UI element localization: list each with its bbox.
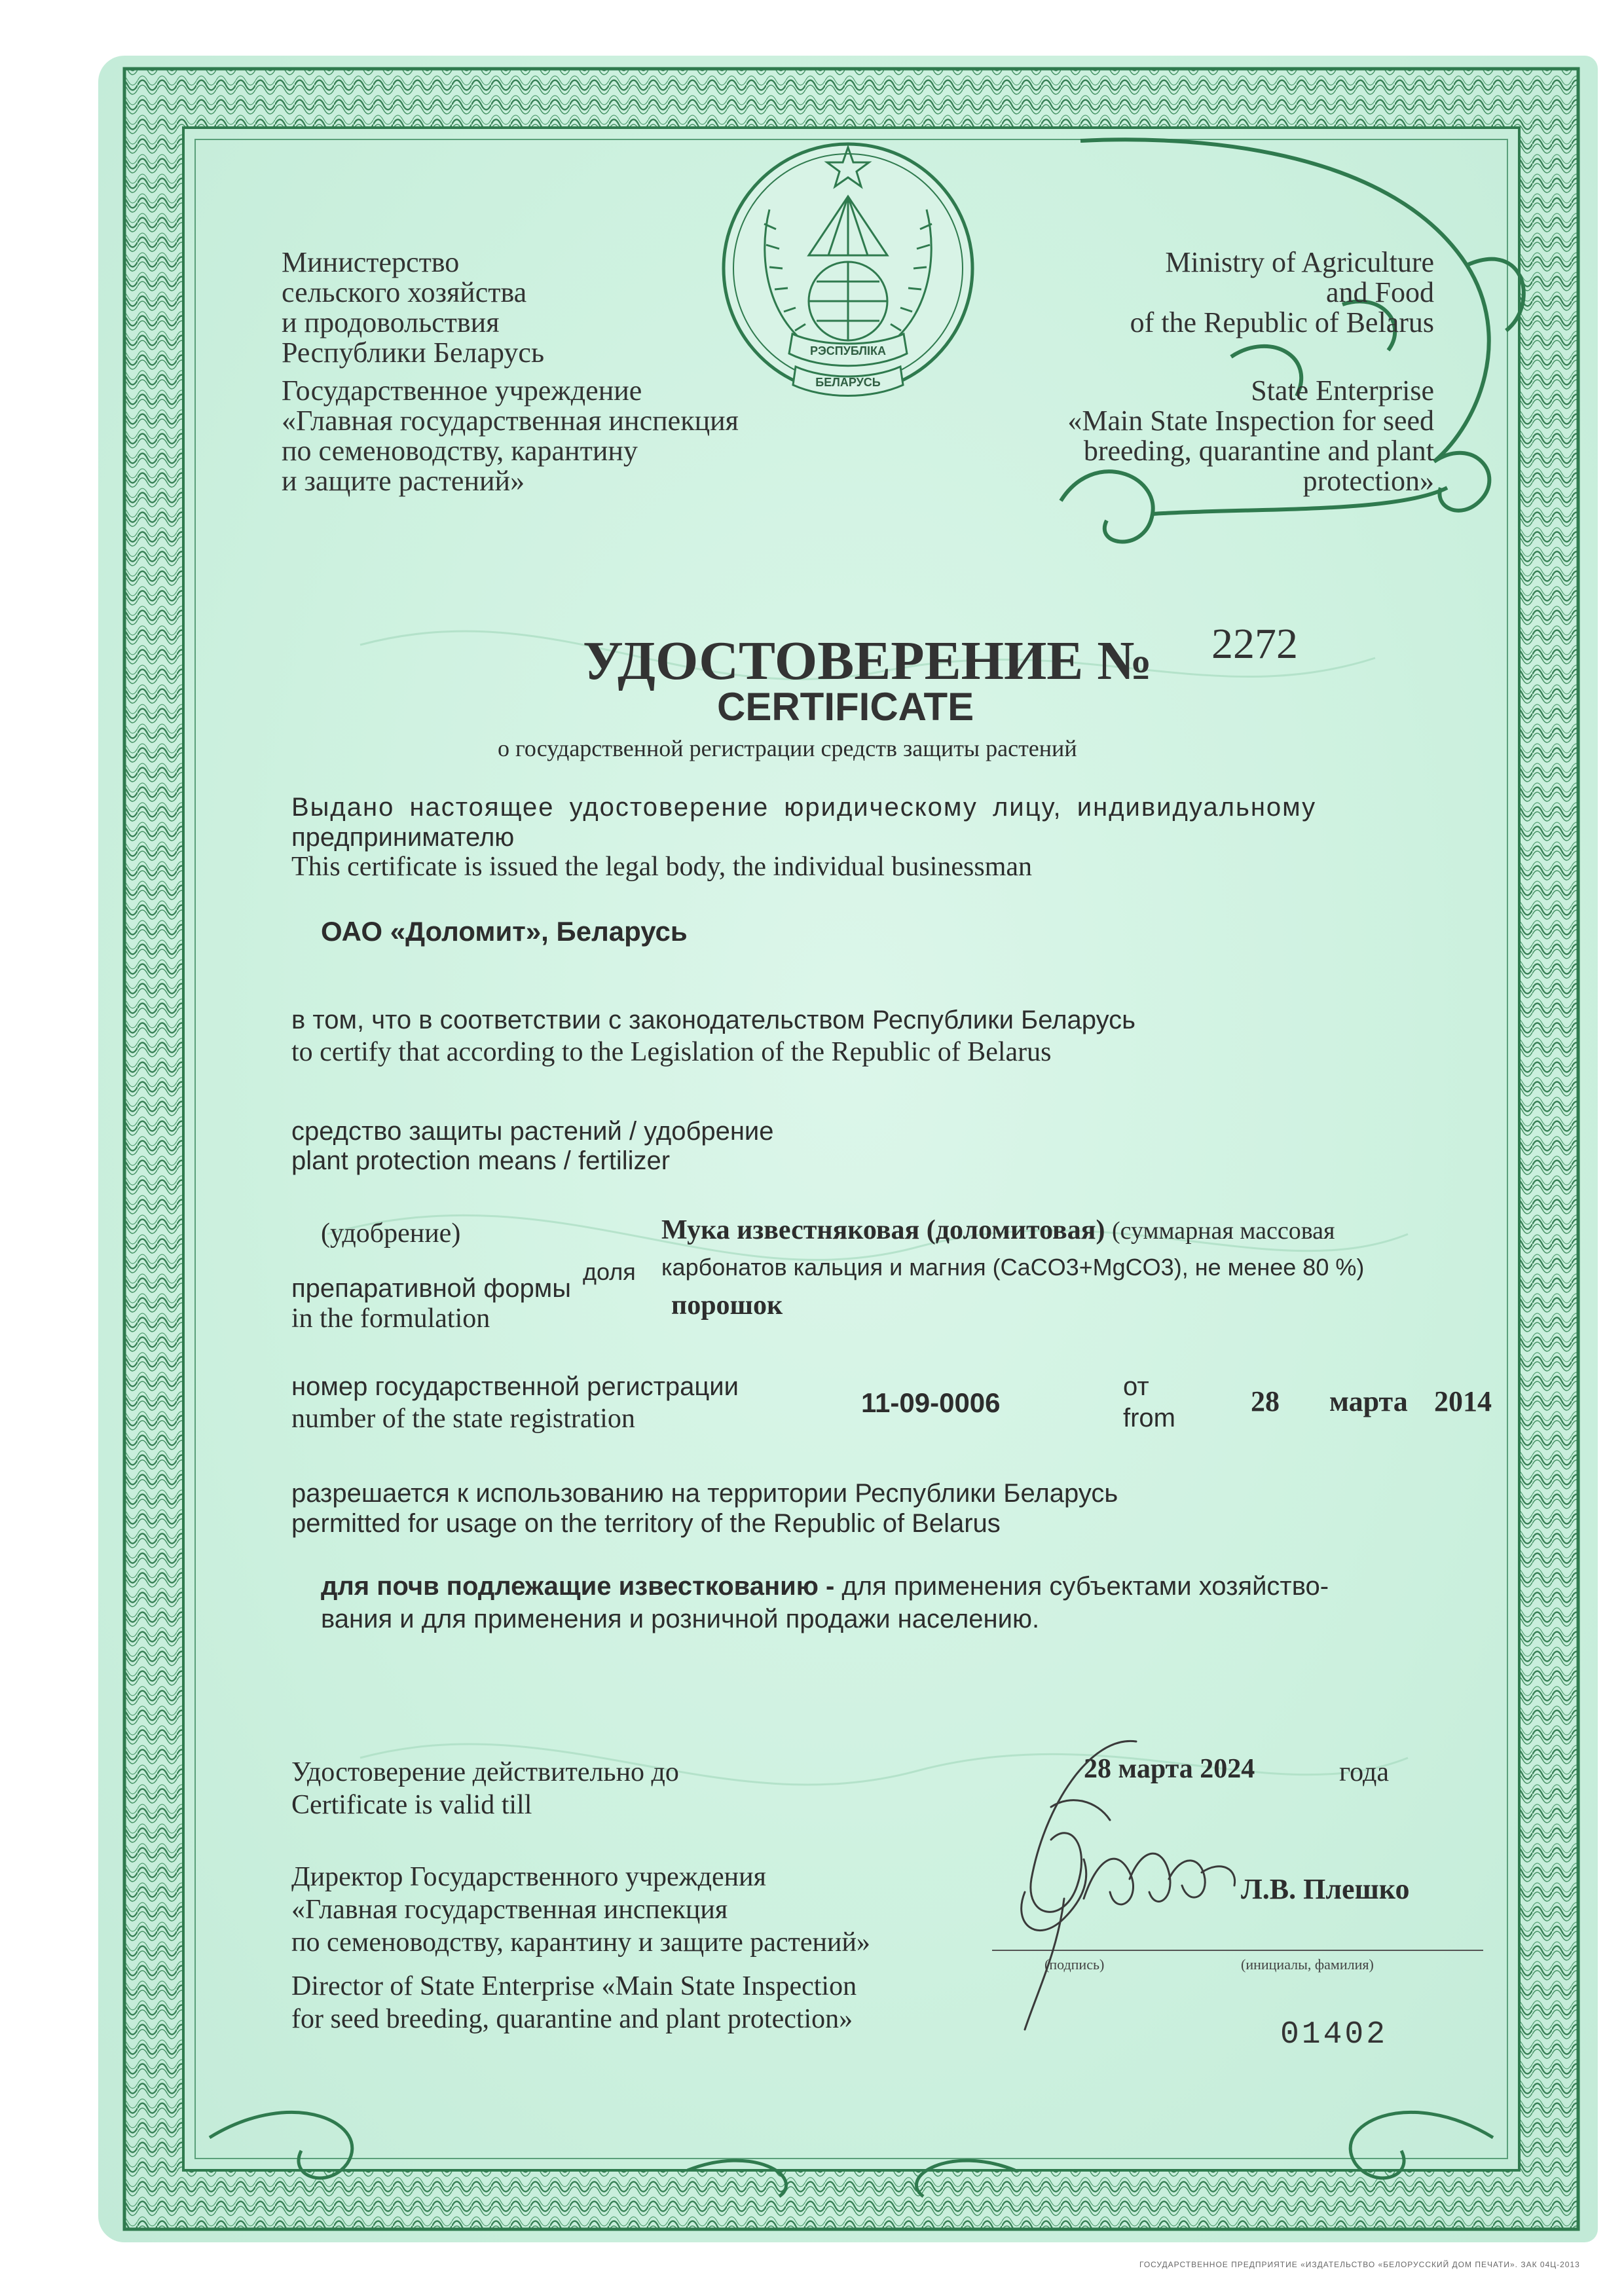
product-name-line2: карбонатов кальция и магния (CaCO3+MgCO3), не менее 80 %) <box>661 1254 1365 1281</box>
validity-ru: Удостоверение действительно до <box>291 1757 679 1787</box>
state-emblem <box>717 118 979 426</box>
registration-from-ru: от <box>1123 1372 1149 1401</box>
formulation-value: порошок <box>671 1290 783 1321</box>
validity-en: Certificate is valid till <box>291 1790 532 1820</box>
director-ru-line1: Директор Государственного учреждения <box>291 1862 766 1892</box>
permitted-ru: разрешается к использованию на территории Республики Беларусь <box>291 1479 1118 1508</box>
issued-ru-line2: предпринимателю <box>291 823 515 852</box>
header-left-line: Министерство <box>282 246 460 278</box>
header-left-line: и продовольствия <box>282 306 500 338</box>
product-name-rest: (суммарная массовая <box>1111 1217 1335 1245</box>
registration-en: number of the state registration <box>291 1404 635 1434</box>
registration-day: 28 <box>1251 1385 1280 1417</box>
certify-en: to certify that according to the Legislation of the Republic of Belarus <box>291 1037 1052 1067</box>
product-name-bold: Мука известняковая (доломитовая) <box>661 1215 1105 1245</box>
validity-date: 28 марта 2024 <box>1084 1754 1255 1784</box>
registration-ru: номер государственной регистрации <box>291 1372 739 1401</box>
header-left-line: по семеноводству, карантину <box>282 435 638 467</box>
name-caption: (инициалы, фамилия) <box>1241 1956 1374 1973</box>
header-right-line: Ministry of Agriculture <box>1165 246 1434 278</box>
emblem-ribbon-bottom: БЕЛАРУСЬ <box>815 376 881 389</box>
signature-caption: (подпись) <box>1044 1956 1105 1973</box>
director-name: Л.В. Плешко <box>1241 1873 1410 1905</box>
header-right-line: of the Republic of Belarus <box>1130 306 1434 338</box>
means-en: plant protection means / fertilizer <box>291 1146 671 1175</box>
header-right-line: «Main State Inspection for seed <box>1067 405 1434 437</box>
issued-en: This certificate is issued the legal body, the individual businessman <box>291 852 1033 882</box>
permitted-text-rest: для применения субъектами хозяйство- <box>841 1572 1329 1601</box>
formulation-en: in the formulation <box>291 1303 490 1334</box>
header-left-line: Государственное учреждение <box>282 374 642 407</box>
registration-from-en: from <box>1123 1404 1175 1432</box>
formulation-ru: препаративной формы <box>291 1274 572 1303</box>
serial-number: 01402 <box>1280 2017 1388 2052</box>
product-name-prefix: доля <box>583 1258 636 1285</box>
header-right-line: and Food <box>1326 276 1434 308</box>
director-en-line1: Director of State Enterprise «Main State Inspection <box>291 1971 857 2001</box>
certificate-title-ru: УДОСТОВЕРЕНИЕ № <box>583 630 1153 691</box>
director-en-line2: for seed breeding, quarantine and plant protection» <box>291 2004 853 2034</box>
certificate-subtitle: о государственной регистрации средств защиты растений <box>498 735 1077 761</box>
header-right-line: State Enterprise <box>1251 374 1434 407</box>
registration-month: марта <box>1329 1385 1408 1417</box>
director-ru-line2: «Главная государственная инспекция <box>291 1895 728 1925</box>
printer-imprint: ГОСУДАРСТВЕННОЕ ПРЕДПРИЯТИЕ «ИЗДАТЕЛЬСТВО «БЕЛОРУССКИЙ ДОМ ПЕЧАТИ». ЗАК 04Ц-2013 <box>1139 2260 1580 2269</box>
permitted-text-line2: вания и для применения и розничной продажи населению. <box>321 1605 1040 1633</box>
holder-name: ОАО «Доломит», Беларусь <box>321 916 688 947</box>
header-left <box>282 247 739 496</box>
header-right-line: protection» <box>1302 465 1434 497</box>
header-left-line: и защите растений» <box>282 465 525 497</box>
permitted-text-bold: для почв подлежащие известкованию - <box>321 1572 835 1601</box>
emblem-ribbon-top: РЭСПУБЛІКА <box>809 344 887 357</box>
certify-ru: в том, что в соответствии с законодательством Республики Беларусь <box>291 1006 1135 1034</box>
registration-number: 11-09-0006 <box>861 1387 1001 1418</box>
director-ru-line3: по семеноводству, карантину и защите растений» <box>291 1927 870 1958</box>
header-left-line: Республики Беларусь <box>282 337 545 369</box>
header-left-line: «Главная государственная инспекция <box>282 405 739 437</box>
product-name <box>661 1214 1335 1247</box>
header-left-line: сельского хозяйства <box>282 276 527 308</box>
certificate-number: 2272 <box>1211 620 1298 668</box>
validity-suffix: года <box>1339 1757 1389 1787</box>
means-type: (удобрение) <box>321 1218 461 1248</box>
issued-ru-line1: Выдано настоящее удостоверение юридическому лицу, индивидуальному <box>291 793 1317 822</box>
permitted-text <box>321 1571 1329 1602</box>
header-right <box>1067 247 1434 496</box>
permitted-en: permitted for usage on the territory of the Republic of Belarus <box>291 1509 1001 1538</box>
header-right-line: breeding, quarantine and plant <box>1083 435 1434 467</box>
registration-year: 2014 <box>1434 1385 1492 1417</box>
director-signature <box>986 1728 1247 2043</box>
means-ru: средство защиты растений / удобрение <box>291 1117 774 1146</box>
certificate-title-en: CERTIFICATE <box>717 685 974 729</box>
